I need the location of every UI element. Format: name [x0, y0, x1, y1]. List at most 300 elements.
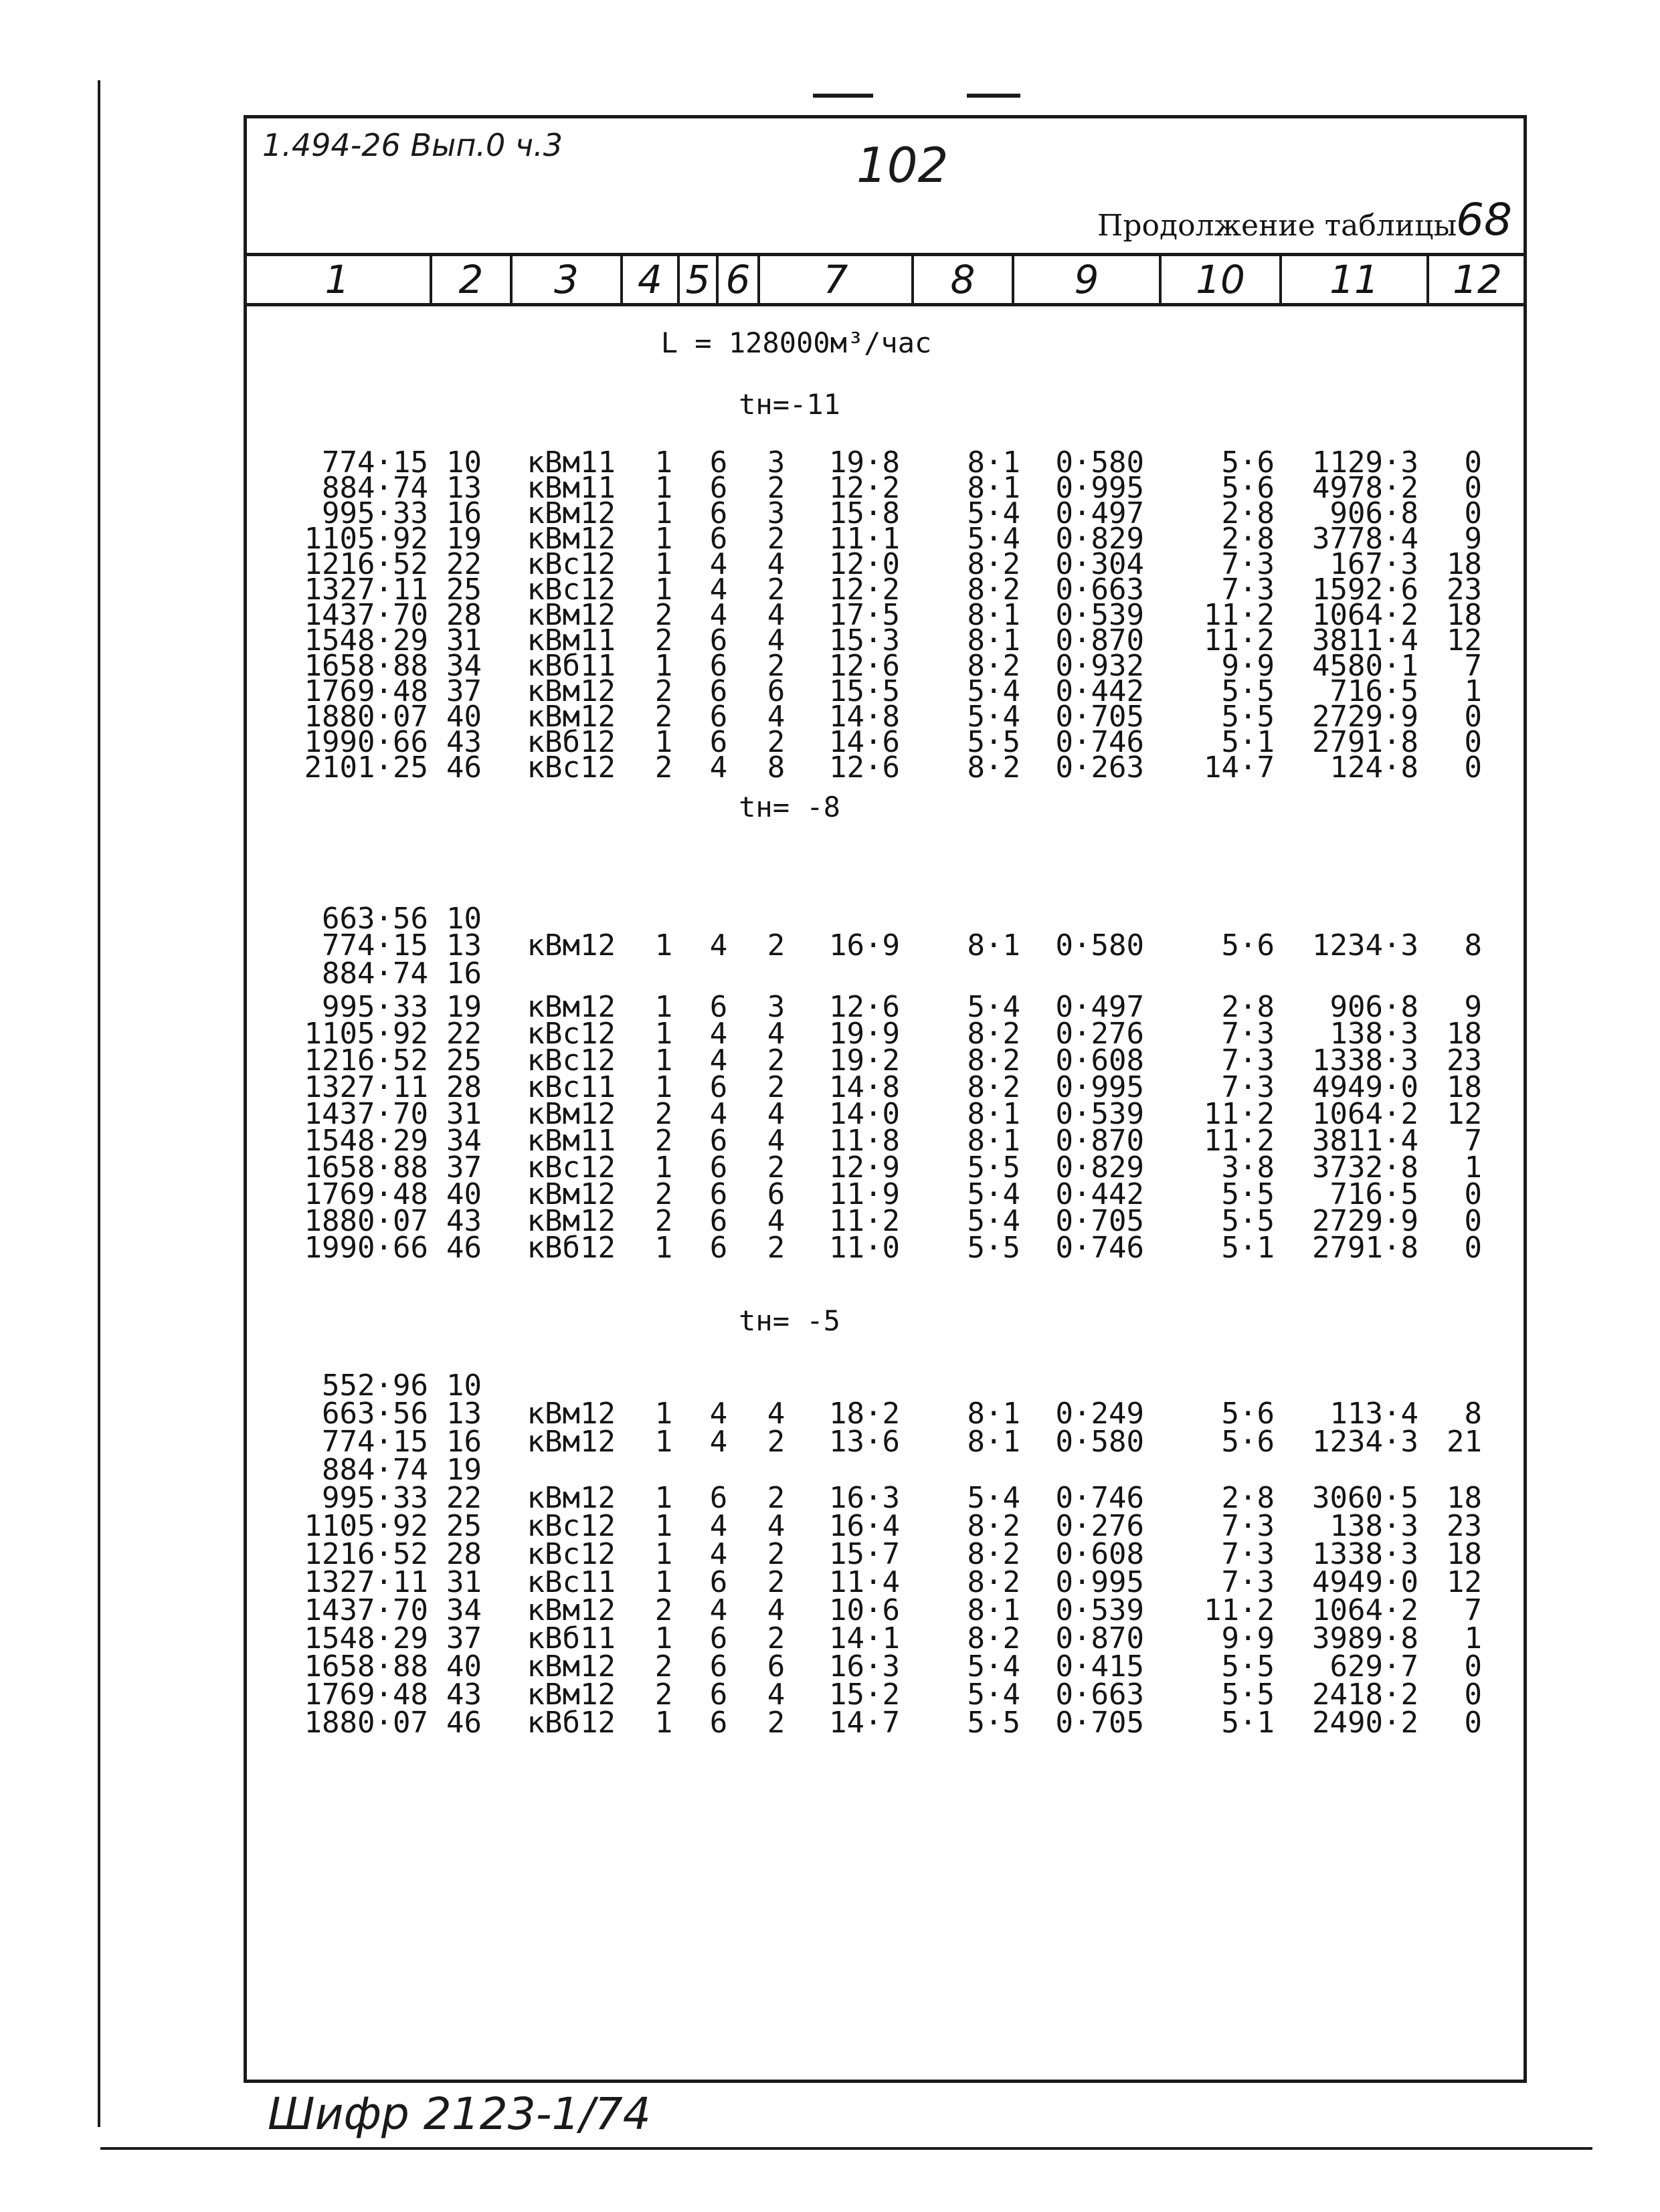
table-cell: 5·6	[1221, 928, 1275, 963]
table-cell: 37	[446, 1150, 482, 1185]
table-cell: 4	[709, 1017, 728, 1051]
table-cell: 7·3	[1221, 1017, 1275, 1051]
table-cell: 4	[709, 1537, 728, 1571]
table-cell: 6	[709, 1649, 728, 1684]
column-header-10: 10	[1196, 257, 1245, 302]
table-cell: 34	[446, 649, 482, 683]
table-cell: 4	[709, 573, 728, 607]
table-cell: 2	[654, 598, 673, 632]
table-cell: 1	[654, 522, 673, 556]
table-cell: 15·7	[829, 1537, 900, 1571]
table-cell: 1	[1464, 1150, 1482, 1185]
table-cell: 18	[1447, 1070, 1482, 1104]
table-cell: 1327·11	[304, 1070, 428, 1104]
table-cell: 17·5	[829, 598, 900, 632]
table-cell: 11·2	[1204, 623, 1275, 658]
table-cell: 124·8	[1329, 750, 1418, 785]
table-cell: 6	[709, 522, 728, 556]
table-cell: 46	[446, 1231, 482, 1265]
table-cell: 18	[1447, 1537, 1482, 1571]
table-cell: 14·8	[829, 1070, 900, 1104]
footer-cipher: Шифр 2123-1/74	[268, 2088, 651, 2140]
table-cell: 8	[767, 750, 786, 785]
column-separator	[757, 256, 760, 303]
table-cell: кВс11	[527, 1565, 616, 1599]
table-cell: 0·746	[1055, 1231, 1144, 1265]
table-cell: 0	[1464, 1706, 1482, 1740]
table-cell: 8·2	[967, 547, 1020, 581]
table-cell: 1327·11	[304, 1565, 428, 1599]
table-cell: 1	[654, 1397, 673, 1431]
table-cell: 1658·88	[304, 649, 428, 683]
table-cell: 3·8	[1221, 1150, 1275, 1185]
column-separator	[1426, 256, 1429, 303]
table-cell: 0·995	[1055, 471, 1144, 505]
table-cell: 1105·92	[304, 1509, 428, 1543]
table-cell: 40	[446, 1649, 482, 1684]
column-header-4: 4	[638, 257, 662, 302]
table-cell: 1	[1464, 1621, 1482, 1655]
table-cell: 7·3	[1221, 573, 1275, 607]
table-cell: 0	[1464, 725, 1482, 759]
table-cell: 14·1	[829, 1621, 900, 1655]
table-cell: 0·539	[1055, 598, 1144, 632]
table-cell: 0·870	[1055, 623, 1144, 658]
table-cell: 1592·6	[1312, 573, 1418, 607]
table-cell: 37	[446, 674, 482, 708]
table-cell: 14·0	[829, 1097, 900, 1131]
table-cell: 2·8	[1221, 496, 1275, 530]
table-cell: 11·4	[829, 1565, 900, 1599]
table-cell: 8·2	[967, 1509, 1020, 1543]
table-cell: 5·4	[967, 700, 1020, 734]
table-cell: 8·1	[967, 1397, 1020, 1431]
column-header-2: 2	[458, 257, 484, 302]
table-cell: 774·15	[322, 1425, 428, 1459]
table-cell: 552·96	[322, 1369, 428, 1403]
table-cell: 2	[654, 623, 673, 658]
table-cell: 1129·3	[1312, 445, 1418, 480]
table-cell: 31	[446, 1097, 482, 1131]
table-cell: 12·6	[829, 750, 900, 785]
table-cell: 1	[654, 1070, 673, 1104]
table-cell: 4	[709, 1593, 728, 1627]
table-cell: 1064·2	[1312, 1097, 1418, 1131]
table-cell: 23	[1447, 573, 1482, 607]
table-cell: 0·746	[1055, 725, 1144, 759]
table-cell: кВм12	[527, 1593, 616, 1627]
table-cell: 2	[767, 1481, 786, 1515]
table-cell: 4	[767, 598, 786, 632]
table-cell: кВб11	[527, 649, 616, 683]
table-cell: 1	[654, 1043, 673, 1078]
table-cell: 2	[654, 1177, 673, 1211]
table-cell: 6	[767, 674, 786, 708]
table-cell: кВм12	[527, 700, 616, 734]
table-cell: 1216·52	[304, 1043, 428, 1078]
table-cell: 4	[709, 1425, 728, 1459]
table-cell: 13	[446, 928, 482, 963]
table-cell: 0	[1464, 1204, 1482, 1238]
column-header-1: 1	[325, 257, 350, 302]
table-cell: кВм11	[527, 471, 616, 505]
table-cell: 25	[446, 573, 482, 607]
table-cell: 5·4	[967, 1649, 1020, 1684]
table-cell: 4	[767, 1124, 786, 1158]
table-cell: 6	[709, 623, 728, 658]
table-cell: 629·7	[1329, 1649, 1418, 1684]
table-cell: 2	[767, 1537, 786, 1571]
table-cell: 2	[767, 725, 786, 759]
table-cell: 3732·8	[1312, 1150, 1418, 1185]
section-caption: tн= -5	[739, 1304, 840, 1337]
table-cell: 1990·66	[304, 725, 428, 759]
table-cell: кВм11	[527, 445, 616, 480]
table-cell: 9	[1464, 990, 1482, 1024]
table-cell: 2490·2	[1312, 1706, 1418, 1740]
table-cell: 19	[446, 522, 482, 556]
table-cell: 6	[709, 1481, 728, 1515]
table-cell: 16	[446, 496, 482, 530]
table-cell: 21	[1447, 1425, 1482, 1459]
table-cell: 12·6	[829, 649, 900, 683]
table-cell: 2	[654, 700, 673, 734]
table-cell: 8·1	[967, 445, 1020, 480]
left-margin-line	[98, 80, 100, 2127]
table-cell: 138·3	[1329, 1017, 1418, 1051]
table-cell: 1990·66	[304, 1231, 428, 1265]
table-cell: 5·4	[967, 496, 1020, 530]
top-dash-right	[967, 94, 1020, 98]
column-header-row	[244, 253, 1527, 306]
table-cell: 1	[654, 1231, 673, 1265]
table-cell: 1234·3	[1312, 1425, 1418, 1459]
table-cell: 1	[654, 1017, 673, 1051]
table-cell: 716·5	[1329, 1177, 1418, 1211]
table-cell: 14·7	[1204, 750, 1275, 785]
table-cell: 3060·5	[1312, 1481, 1418, 1515]
table-cell: 5·6	[1221, 1425, 1275, 1459]
table-cell: 0·995	[1055, 1565, 1144, 1599]
table-cell: 31	[446, 1565, 482, 1599]
table-cell: 0·829	[1055, 522, 1144, 556]
table-cell: 13	[446, 1397, 482, 1431]
table-cell: 6	[709, 471, 728, 505]
section-caption: tн= -8	[739, 791, 840, 823]
table-cell: 2	[654, 1649, 673, 1684]
table-cell: 46	[446, 1706, 482, 1740]
table-cell: 0	[1464, 445, 1482, 480]
table-cell: 0·870	[1055, 1621, 1144, 1655]
table-cell: 11·0	[829, 1231, 900, 1265]
table-cell: 5·5	[1221, 1177, 1275, 1211]
table-cell: 0·276	[1055, 1509, 1144, 1543]
table-cell: 1	[654, 1481, 673, 1515]
table-cell: 10·6	[829, 1593, 900, 1627]
table-cell: 0	[1464, 1649, 1482, 1684]
column-separator	[1012, 256, 1014, 303]
table-cell: 0·304	[1055, 547, 1144, 581]
table-cell: 28	[446, 1070, 482, 1104]
table-cell: 6	[767, 1649, 786, 1684]
table-cell: 7·3	[1221, 1509, 1275, 1543]
table-cell: 5·5	[967, 1706, 1020, 1740]
table-cell: 2	[767, 573, 786, 607]
table-number: 68	[1456, 194, 1512, 245]
table-cell: 1	[1464, 674, 1482, 708]
table-cell: 0	[1464, 471, 1482, 505]
table-cell: 18	[1447, 1481, 1482, 1515]
column-separator	[1159, 256, 1162, 303]
table-cell: 0	[1464, 750, 1482, 785]
table-cell: 3778·4	[1312, 522, 1418, 556]
table-cell: 6	[709, 700, 728, 734]
table-cell: 2·8	[1221, 522, 1275, 556]
table-cell: 1	[654, 1150, 673, 1185]
table-cell: 4	[709, 750, 728, 785]
table-cell: 19	[446, 990, 482, 1024]
table-cell: 0	[1464, 700, 1482, 734]
table-cell: 1105·92	[304, 1017, 428, 1051]
table-cell: 4	[767, 700, 786, 734]
table-cell: 10	[446, 1369, 482, 1403]
table-cell: 5·4	[967, 990, 1020, 1024]
table-cell: кВб11	[527, 1621, 616, 1655]
table-cell: 5·5	[1221, 1204, 1275, 1238]
table-cell: 8·2	[967, 1070, 1020, 1104]
section-caption: tн=-11	[739, 388, 840, 421]
table-cell: 12·2	[829, 573, 900, 607]
table-cell: 2418·2	[1312, 1678, 1418, 1712]
table-cell: 13	[446, 471, 482, 505]
table-cell: кВм11	[527, 1124, 616, 1158]
table-cell: 15·5	[829, 674, 900, 708]
table-cell: 2	[767, 1621, 786, 1655]
table-cell: 5·4	[967, 1678, 1020, 1712]
table-cell: 18	[1447, 547, 1482, 581]
table-cell: 995·33	[322, 496, 428, 530]
table-cell: 1	[654, 1509, 673, 1543]
table-cell: 0·249	[1055, 1397, 1144, 1431]
table-cell: 8·2	[967, 1621, 1020, 1655]
table-cell: 0·580	[1055, 928, 1144, 963]
table-cell: 6	[709, 674, 728, 708]
table-cell: 19·9	[829, 1017, 900, 1051]
table-cell: 1	[654, 1706, 673, 1740]
table-cell: 2	[767, 471, 786, 505]
table-cell: 1769·48	[304, 1678, 428, 1712]
table-cell: 3811·4	[1312, 1124, 1418, 1158]
table-cell: 1658·88	[304, 1649, 428, 1684]
column-header-3: 3	[554, 257, 579, 302]
table-cell: 113·4	[1329, 1397, 1418, 1431]
table-cell: 2	[654, 1097, 673, 1131]
table-cell: 23	[1447, 1043, 1482, 1078]
column-separator	[716, 256, 719, 303]
continuation-label: Продолжение таблицы	[1097, 209, 1457, 243]
table-cell: 14·7	[829, 1706, 900, 1740]
table-cell: 1	[654, 928, 673, 963]
table-cell: 0	[1464, 496, 1482, 530]
table-cell: 5·4	[967, 674, 1020, 708]
table-cell: 11·8	[829, 1124, 900, 1158]
column-header-9: 9	[1074, 257, 1099, 302]
table-cell: 8·1	[967, 598, 1020, 632]
table-cell: 8·2	[967, 1017, 1020, 1051]
table-cell: 4	[767, 1593, 786, 1627]
table-cell: 16·3	[829, 1481, 900, 1515]
table-cell: 40	[446, 1177, 482, 1211]
table-cell: 6	[709, 1231, 728, 1265]
table-cell: 5·5	[967, 725, 1020, 759]
table-cell: 19	[446, 1453, 482, 1487]
table-cell: 11·2	[1204, 1593, 1275, 1627]
table-cell: 12	[1447, 1097, 1482, 1131]
table-cell: 7	[1464, 649, 1482, 683]
table-cell: 18·2	[829, 1397, 900, 1431]
table-cell: 6	[709, 1177, 728, 1211]
table-cell: 1769·48	[304, 1177, 428, 1211]
table-cell: 40	[446, 700, 482, 734]
table-cell: 2·8	[1221, 990, 1275, 1024]
table-cell: 6	[709, 1706, 728, 1740]
table-cell: 5·5	[1221, 674, 1275, 708]
table-cell: 11·1	[829, 522, 900, 556]
table-cell: 5·5	[1221, 700, 1275, 734]
table-cell: 7	[1464, 1124, 1482, 1158]
table-cell: 9·9	[1221, 1621, 1275, 1655]
table-cell: 8·1	[967, 1593, 1020, 1627]
table-cell: 0·705	[1055, 1204, 1144, 1238]
table-cell: 774·15	[322, 928, 428, 963]
table-cell: 6	[709, 1124, 728, 1158]
table-cell: 0·608	[1055, 1537, 1144, 1571]
table-cell: 19·2	[829, 1043, 900, 1078]
table-cell: 18	[1447, 598, 1482, 632]
table-cell: 11·2	[829, 1204, 900, 1238]
top-dash-left	[813, 94, 873, 98]
table-cell: 15·8	[829, 496, 900, 530]
table-cell: 18	[1447, 1017, 1482, 1051]
table-cell: кВб12	[527, 725, 616, 759]
table-cell: 0·705	[1055, 1706, 1144, 1740]
table-cell: 12·9	[829, 1150, 900, 1185]
table-cell: 2	[767, 1706, 786, 1740]
table-cell: 12·0	[829, 547, 900, 581]
table-cell: 1437·70	[304, 598, 428, 632]
table-cell: 5·6	[1221, 1397, 1275, 1431]
table-cell: 8·2	[967, 1537, 1020, 1571]
table-cell: 43	[446, 1204, 482, 1238]
table-cell: 1437·70	[304, 1593, 428, 1627]
table-cell: 5·6	[1221, 471, 1275, 505]
table-cell: 0·995	[1055, 1070, 1144, 1104]
table-cell: 22	[446, 1017, 482, 1051]
table-cell: 1	[654, 471, 673, 505]
table-cell: 4	[709, 1397, 728, 1431]
table-cell: 1327·11	[304, 573, 428, 607]
table-cell: 0·415	[1055, 1649, 1144, 1684]
table-cell: 6	[709, 990, 728, 1024]
table-cell: 0·932	[1055, 649, 1144, 683]
table-cell: 2	[767, 649, 786, 683]
table-cell: 4	[767, 623, 786, 658]
table-cell: 1105·92	[304, 522, 428, 556]
table-cell: 6	[709, 1565, 728, 1599]
table-cell: 774·15	[322, 445, 428, 480]
table-cell: 884·74	[322, 957, 428, 991]
table-cell: 34	[446, 1124, 482, 1158]
table-cell: 0·442	[1055, 674, 1144, 708]
table-cell: 13·6	[829, 1425, 900, 1459]
table-cell: 995·33	[322, 1481, 428, 1515]
table-cell: 1880·07	[304, 1706, 428, 1740]
table-cell: 0·263	[1055, 750, 1144, 785]
table-cell: 12	[1447, 1565, 1482, 1599]
table-cell: 16·4	[829, 1509, 900, 1543]
table-cell: 10	[446, 902, 482, 936]
table-cell: 1	[654, 649, 673, 683]
table-cell: кВс12	[527, 1150, 616, 1185]
table-cell: 16·9	[829, 928, 900, 963]
column-separator	[677, 256, 680, 303]
table-cell: 22	[446, 547, 482, 581]
table-cell: 4	[709, 598, 728, 632]
table-cell: 2	[767, 1070, 786, 1104]
table-cell: 1	[654, 547, 673, 581]
table-cell: 906·8	[1329, 990, 1418, 1024]
table-cell: 4	[767, 1204, 786, 1238]
table-cell: 1338·3	[1312, 1043, 1418, 1078]
table-cell: 1	[654, 1537, 673, 1571]
table-cell: 0	[1464, 1678, 1482, 1712]
table-cell: 5·4	[967, 1177, 1020, 1211]
table-cell: 4	[767, 1017, 786, 1051]
table-cell: 2729·9	[1312, 700, 1418, 734]
table-cell: 4	[709, 928, 728, 963]
table-cell: 906·8	[1329, 496, 1418, 530]
page-number: 102	[856, 137, 949, 193]
table-cell: 1216·52	[304, 1537, 428, 1571]
table-cell: 5·5	[967, 1150, 1020, 1185]
table-cell: 9·9	[1221, 649, 1275, 683]
table-cell: кВс12	[527, 573, 616, 607]
table-cell: 6	[709, 1150, 728, 1185]
table-cell: 2791·8	[1312, 725, 1418, 759]
table-cell: кВм12	[527, 674, 616, 708]
table-cell: 0·539	[1055, 1593, 1144, 1627]
table-cell: 716·5	[1329, 674, 1418, 708]
table-cell: кВм11	[527, 623, 616, 658]
table-cell: 884·74	[322, 471, 428, 505]
table-cell: 1	[654, 1621, 673, 1655]
table-cell: 663·56	[322, 902, 428, 936]
table-cell: 4949·0	[1312, 1565, 1418, 1599]
table-cell: 7·3	[1221, 1070, 1275, 1104]
table-cell: 1548·29	[304, 1621, 428, 1655]
table-cell: 0·497	[1055, 496, 1144, 530]
table-cell: кВс12	[527, 750, 616, 785]
table-cell: 7	[1464, 1593, 1482, 1627]
table-cell: 6	[709, 445, 728, 480]
table-cell: 1	[654, 445, 673, 480]
table-cell: 6	[709, 1204, 728, 1238]
table-cell: 4	[767, 1397, 786, 1431]
flow-caption: L = 128000м³/час	[660, 326, 932, 359]
table-cell: 8·2	[967, 573, 1020, 607]
table-cell: 6	[709, 1070, 728, 1104]
table-cell: 8·1	[967, 928, 1020, 963]
